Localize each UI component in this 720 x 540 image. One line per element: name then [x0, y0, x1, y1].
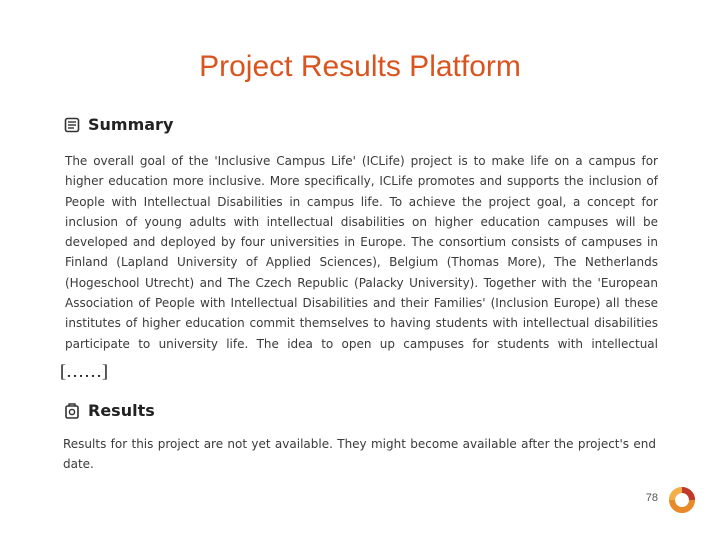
results-heading	[64, 401, 155, 420]
results-icon	[64, 403, 80, 419]
results-heading-label: Results	[88, 401, 155, 420]
page-number: 78	[645, 492, 658, 504]
results-text: Results for this project are not yet available. They might become available after the project's end date.	[63, 437, 656, 472]
document-icon	[64, 117, 80, 133]
summary-text: The overall goal of the 'Inclusive Campus Life' (ICLife) project is to make life on a campus for higher education more inclusive. More specifically, ICLife promotes and supports the inclusion of People with Intellectual Disabilities in campus life. To achieve the project goal, a concept for inclusion of young adults with intellectual disabilities on higher education campuses will be developed and deployed by four universities in Europe. The consortium consists of campuses in Finland (Lapland University of Applied Sciences), Belgium (Thomas More), The Netherlands (Hogeschool Utrecht) and The Czech Republic (Palacky University). Together with the 'European Association of People with Intellectual Disabilities and their Families' (Inclusion Europe) all these institutes of higher education commit themselves to having students with intellectual disabilities participate to university life. The idea to open up campuses for students with intellectual	[65, 154, 658, 351]
slide-title: Project Results Platform	[199, 50, 521, 83]
ellipsis: [……]	[60, 361, 108, 381]
ring-logo-icon	[668, 486, 696, 514]
summary-heading	[64, 115, 173, 134]
summary-heading-label: Summary	[88, 115, 174, 134]
